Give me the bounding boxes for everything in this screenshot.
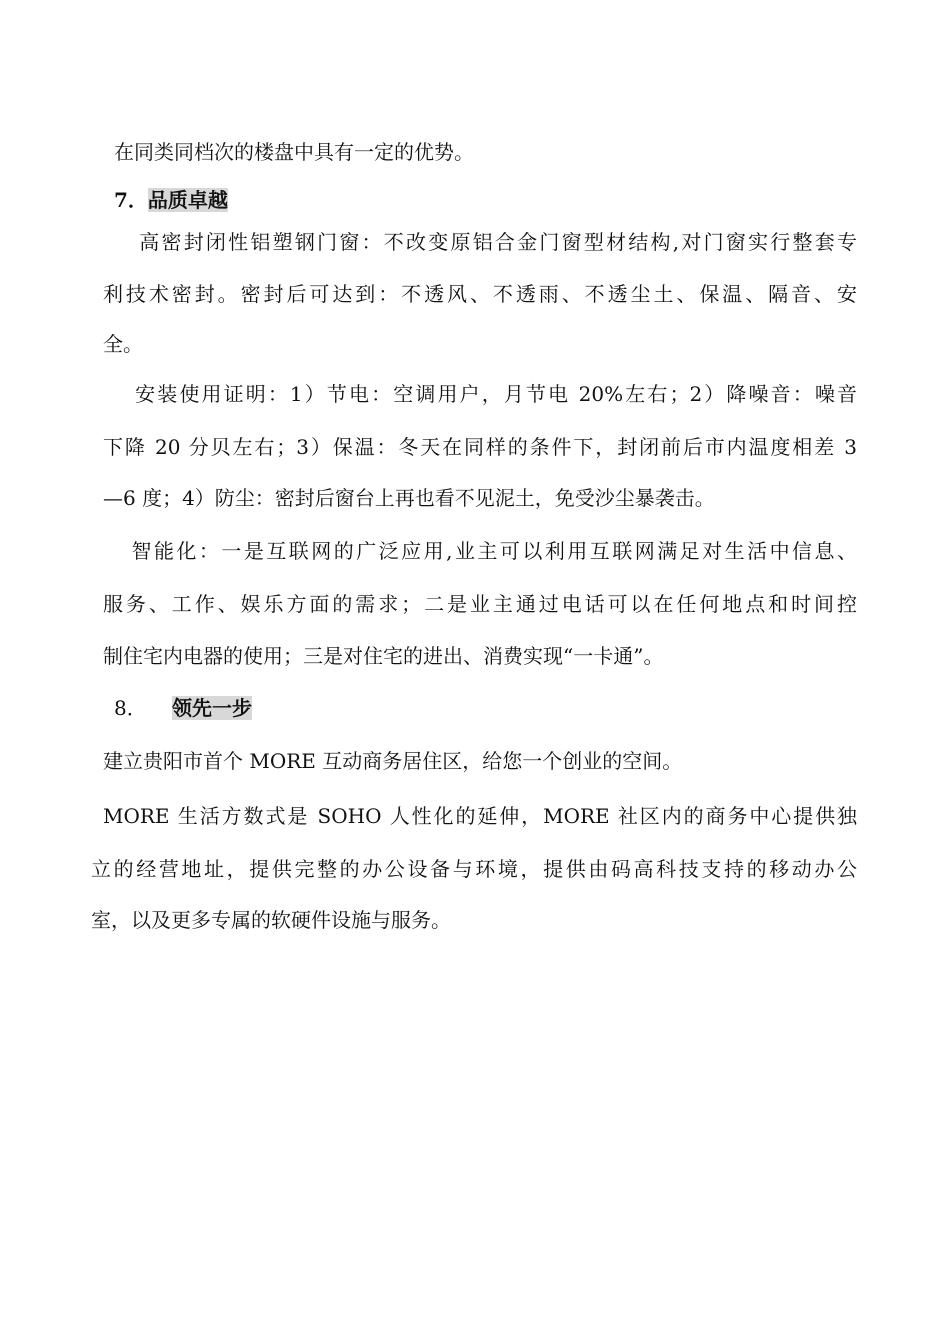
paragraph-line-4: 利技术密封。密封后可达到：不透风、不透雨、不透尘土、保温、隔音、安	[103, 282, 857, 306]
paragraph-line-16: 室，以及更多专属的软硬件设施与服务。	[91, 908, 451, 932]
paragraph-line-7: 下降 20 分贝左右；3）保温：冬天在同样的条件下，封闭前后市内温度相差 3	[103, 435, 857, 459]
section-title: 领先一步	[172, 696, 252, 720]
paragraph-line-13: 建立贵阳市首个 MORE 互动商务居住区，给您一个创业的空间。	[103, 749, 683, 773]
section-heading-7	[114, 186, 228, 214]
paragraph-line-11: 制住宅内电器的使用；三是对住宅的进出、消费实现“一卡通”。	[103, 644, 664, 668]
section-title: 品质卓越	[147, 188, 228, 212]
paragraph-line-15: 立的经营地址，提供完整的办公设备与环境，提供由码高科技支持的移动办公	[91, 857, 857, 881]
section-heading-8	[114, 694, 252, 722]
paragraph-line-14: MORE 生活方数式是 SOHO 人性化的延伸，MORE 社区内的商务中心提供独	[103, 804, 857, 828]
section-number: 8．	[114, 696, 147, 720]
paragraph-line-8: —6 度；4）防尘：密封后窗台上再也看不见泥土，免受沙尘暴袭击。	[103, 486, 715, 510]
paragraph-line-10: 服务、工作、娱乐方面的需求；二是业主通过电话可以在任何地点和时间控	[103, 592, 857, 616]
paragraph-line-9: 智能化：一是互联网的广泛应用,业主可以利用互联网满足对生活中信息、	[129, 539, 857, 563]
paragraph-line-3: 高密封闭性铝塑钢门窗：不改变原铝合金门窗型材结构,对门窗实行整套专	[137, 230, 857, 254]
paragraph-line-1: 在同类同档次的楼盘中具有一定的优势。	[114, 140, 474, 164]
paragraph-line-6: 安装使用证明：1）节电：空调用户，月节电 20%左右；2）降噪音：噪音	[133, 382, 857, 406]
section-number: 7．	[114, 188, 148, 212]
paragraph-line-5: 全。	[103, 332, 143, 356]
